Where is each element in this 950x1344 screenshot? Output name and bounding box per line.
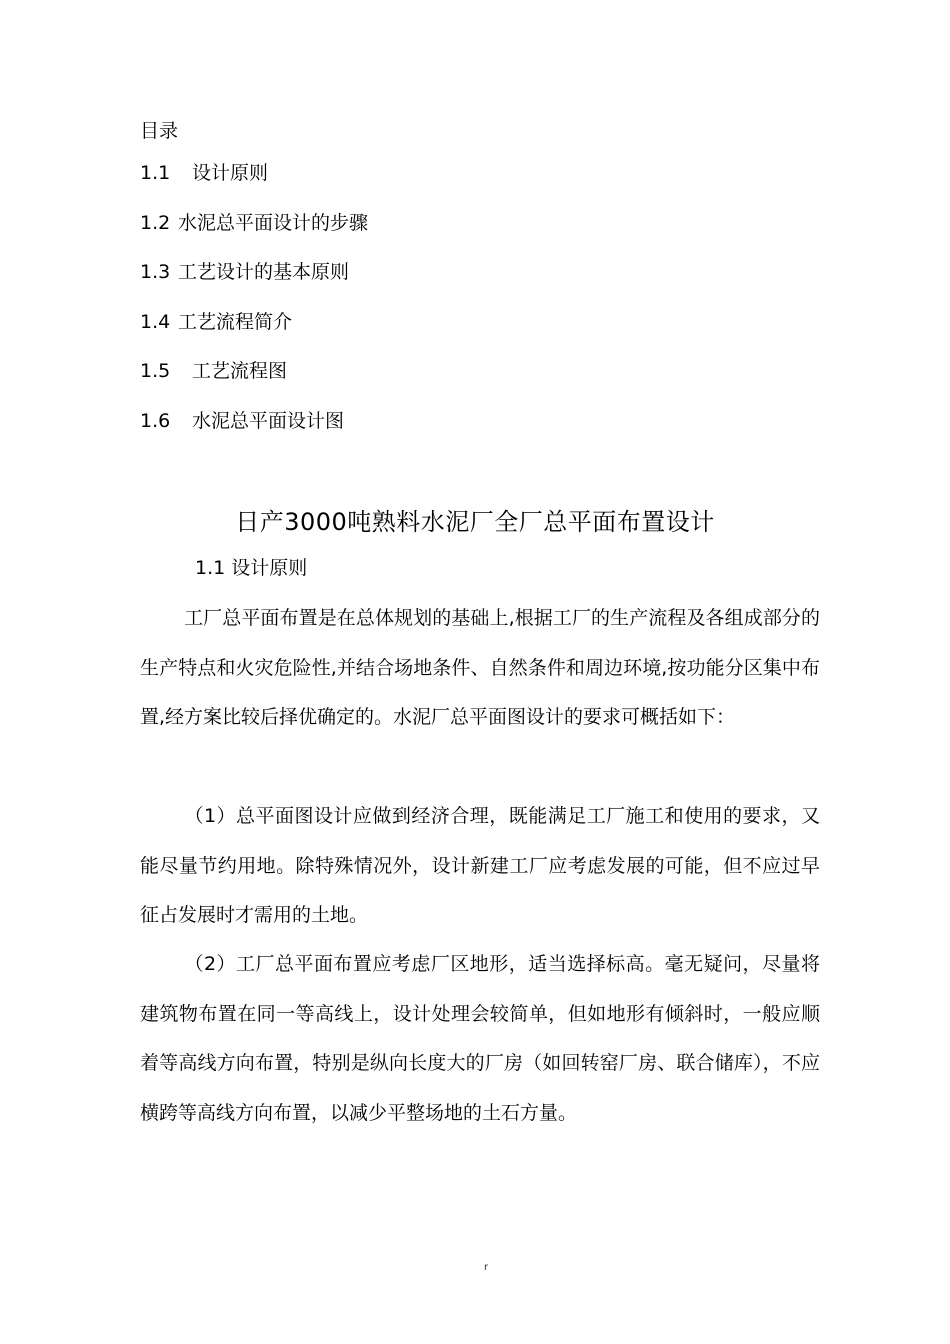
toc-item-number: 1.2 — [140, 211, 171, 234]
toc-item-number: 1.5 — [140, 360, 171, 383]
toc-item[interactable] — [140, 210, 368, 260]
toc-item-number: 1.4 — [140, 310, 171, 333]
toc-item-number: 1.1 — [140, 162, 171, 184]
toc-item-number: 1.6 — [140, 409, 171, 432]
toc-item-title: 工艺流程简介 — [178, 310, 293, 333]
footer-mark: r — [484, 1262, 489, 1273]
toc-item-title: 工艺流程图 — [192, 360, 288, 383]
toc-list — [140, 160, 368, 458]
body-paragraph — [140, 594, 820, 743]
toc-item[interactable] — [140, 160, 368, 210]
paragraph-text: （1）总平面图设计应做到经济合理，既能满足工厂施工和使用的要求，又能尽量节约用地。除特殊情况外，设计新建工厂应考虑发展的可能，但不应过早征占发展时才需用的土地。 — [140, 805, 820, 926]
section-heading: 1.1 设计原则 — [195, 557, 308, 579]
toc-heading: 目录 — [140, 120, 179, 142]
body-paragraph — [140, 792, 820, 941]
toc-item[interactable] — [140, 358, 368, 408]
toc-item[interactable] — [140, 309, 368, 359]
toc-item-title: 水泥总平面设计的步骤 — [178, 211, 369, 234]
document-title: 日产3000吨熟料水泥厂全厂总平面布置设计 — [235, 508, 715, 536]
toc-item-number: 1.3 — [140, 261, 171, 284]
toc-item[interactable] — [140, 259, 368, 309]
body-paragraph — [140, 940, 820, 1138]
toc-item-title: 设计原则 — [192, 162, 269, 184]
toc-item-title: 水泥总平面设计图 — [192, 409, 345, 432]
toc-item-title: 工艺设计的基本原则 — [178, 261, 350, 284]
paragraph-text: （2）工厂总平面布置应考虑厂区地形，适当选择标高。毫无疑问，尽量将建筑物布置在同一等高线上，设计处理会较简单，但如地形有倾斜时，一般应顺着等高线方向布置，特别是纵向长度大的厂房（如回转窑厂房、联合储库），不应横跨等高线方向布置，以减少平整场地的土石方量。 — [140, 953, 820, 1124]
toc-item[interactable] — [140, 408, 368, 458]
paragraph-text: 工厂总平面布置是在总体规划的基础上,根据工厂的生产流程及各组成部分的生产特点和火灾危险性,并结合场地条件、自然条件和周边环境,按功能分区集中布置,经方案比较后择优确定的。水泥厂总平面图设计的要求可概括如下： — [140, 607, 820, 728]
